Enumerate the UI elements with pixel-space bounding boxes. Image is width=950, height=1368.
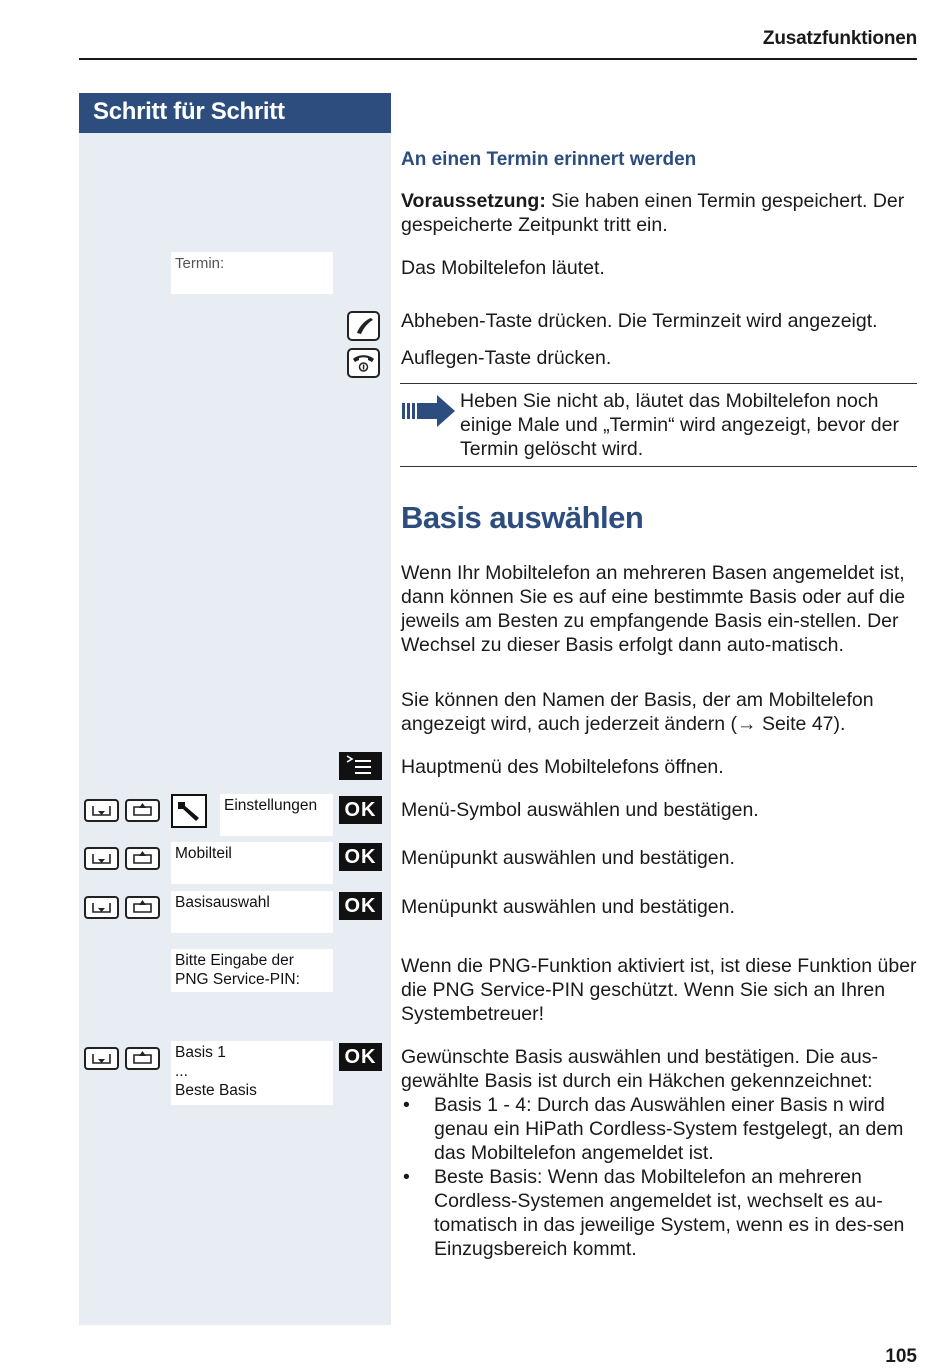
list-item: • Basis 1 - 4: Durch das Auswählen einer Basis n wird genau ein HiPath Cordless-System festgelegt, an dem das Mobiltelefon angemeldet ist. [401,1093,919,1165]
phone-hang-up-icon [349,350,378,376]
ok-button-step-3[interactable]: OK [339,843,382,871]
nav-down-key[interactable] [84,847,119,870]
pin-text: Wenn die PNG-Funktion aktiviert ist, ist diese Funktion über die PNG Service-PIN geschützt. Wenn Sie sich an Ihren Systembetreuer! [401,955,917,1025]
prerequisite-paragraph [401,189,911,237]
nav-keys-step-2 [84,799,164,823]
nav-up-icon [127,849,158,868]
base-list-item: Basis 1 [175,1044,226,1061]
select-text [401,1045,919,1261]
page-header-title: Zusatzfunktionen [762,28,917,49]
ok-button-step-2[interactable]: OK [339,796,382,824]
nav-down-icon [86,1049,117,1068]
nav-up-key[interactable] [125,896,160,919]
base-list-item: Beste Basis [175,1082,257,1099]
nav-keys-step-3 [84,847,164,871]
display-termin: Termin: [171,252,333,294]
nav-keys-select [84,1047,164,1071]
nav-down-icon [86,801,117,820]
basis-rename-text: Sie können den Namen der Basis, der am Mobiltelefon angezeigt wird, auch jederzeit ändern (→ Seite 47). [401,689,874,735]
ok-button-step-4[interactable]: OK [339,892,382,920]
base-options-list [401,1093,919,1261]
display-einstellungen: Einstellungen [220,794,333,836]
nav-up-icon [127,1049,158,1068]
step-1-text: Hauptmenü des Mobiltelefons öffnen. [401,756,724,778]
note-arrow-icon [401,393,457,429]
step-3-text: Menüpunkt auswählen und bestätigen. [401,847,735,869]
step-2-text: Menü-Symbol auswählen und bestätigen. [401,799,759,821]
note-text: Heben Sie nicht ab, läutet das Mobiltelefon noch einige Male und „Termin“ wird angezeigt, bevor der Termin gelöscht wird. [460,390,899,460]
answer-text: Abheben-Taste drücken. Die Terminzeit wird angezeigt. [401,310,878,332]
prerequisite-label: Voraussetzung: [401,190,546,212]
nav-keys-step-4 [84,896,164,920]
nav-down-key[interactable] [84,896,119,919]
list-item: • Beste Basis: Wenn das Mobiltelefon an mehreren Cordless-Systemen angemeldet ist, wechselt es au-tomatisch in das jeweilige System, wenn es in des-sen Einzugsbereich kommt. [401,1165,919,1261]
nav-down-icon [86,898,117,917]
nav-up-key[interactable] [125,1047,160,1070]
nav-up-icon [127,801,158,820]
section-title-termin: An einen Termin erinnert werden [401,149,697,170]
select-description: Gewünschte Basis auswählen und bestätigen. Die aus-gewählte Basis ist durch ein Häkchen gekennzeichnet: [401,1046,878,1092]
ring-text: Das Mobiltelefon läutet. [401,257,605,279]
settings-wrench-icon [171,794,207,828]
section-title-basis: Basis auswählen [401,500,644,535]
nav-up-key[interactable] [125,799,160,822]
sidebar-title: Schritt für Schritt [79,93,391,133]
step-4-text: Menüpunkt auswählen und bestätigen. [401,896,735,918]
phone-off-hook-icon [349,313,378,339]
prerequisite-text: Sie haben einen Termin gespeichert. Der gespeicherte Zeitpunkt tritt ein. [401,190,905,236]
base-list-item: ... [175,1063,188,1080]
display-pin-prompt: Bitte Eingabe der PNG Service-PIN: [171,949,333,992]
display-basisauswahl: Basisauswahl [171,891,333,933]
menu-key[interactable] [339,752,382,780]
header-rule [79,58,917,60]
ok-button-select[interactable]: OK [339,1043,382,1071]
hangup-key[interactable] [347,348,380,378]
nav-down-icon [86,849,117,868]
nav-up-icon [127,898,158,917]
nav-up-key[interactable] [125,847,160,870]
nav-down-key[interactable] [84,799,119,822]
note-rule-bottom [400,466,917,467]
page-number: 105 [885,1346,917,1367]
display-base-list [171,1041,333,1105]
display-mobilteil: Mobilteil [171,842,333,884]
main-menu-icon [339,752,382,780]
answer-key[interactable] [347,311,380,341]
basis-intro: Wenn Ihr Mobiltelefon an mehreren Basen angemeldet ist, dann können Sie es auf eine bestimmte Basis oder auf die jeweils am Besten zu empfangende Basis ein-stellen. Der Wechsel zu dieser Basis erfolgt dann auto-matisch. [401,562,906,656]
nav-down-key[interactable] [84,1047,119,1070]
hangup-text: Auflegen-Taste drücken. [401,347,612,369]
note-rule-top [400,383,917,384]
